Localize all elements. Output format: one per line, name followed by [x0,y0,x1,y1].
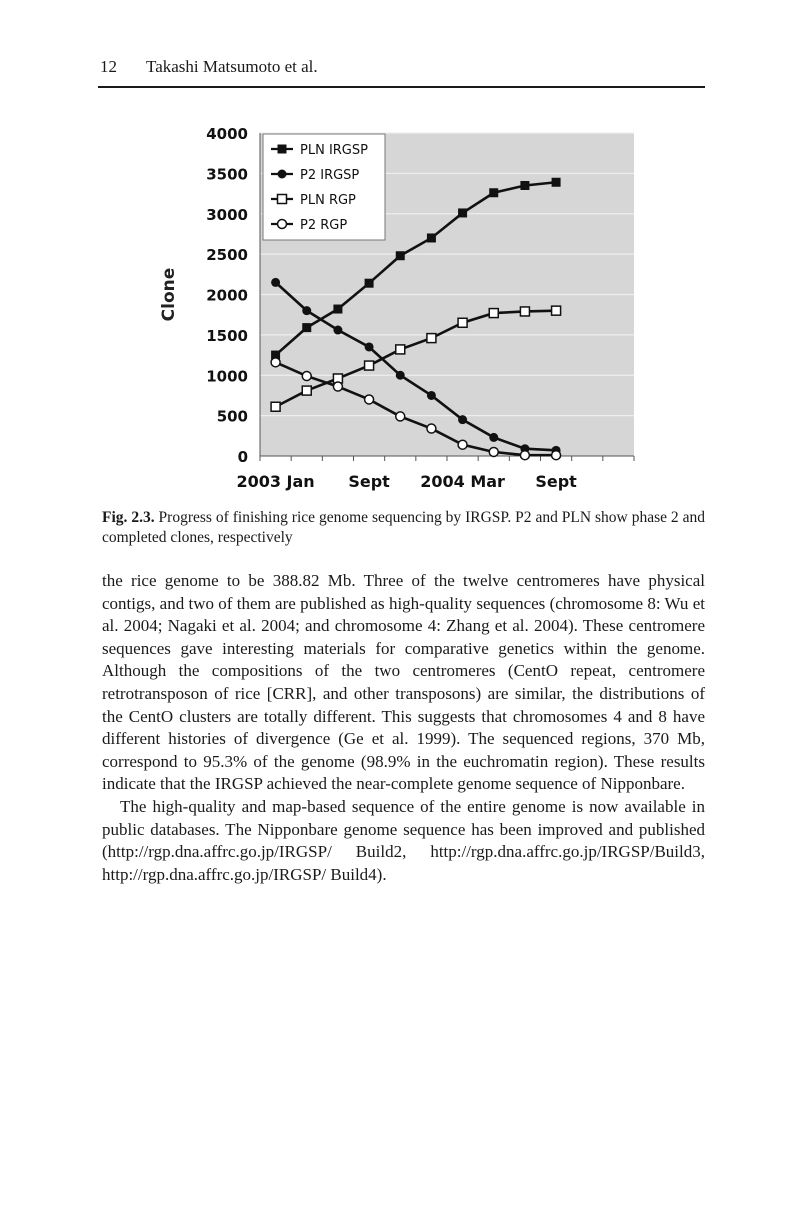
data-point [302,386,311,395]
data-point [489,309,498,318]
data-point [271,402,280,411]
data-point [520,307,529,316]
caption-label: Fig. 2.3. [102,509,155,526]
legend-label: PLN IRGSP [300,143,368,158]
data-point [552,451,561,460]
data-point [396,412,405,421]
data-point [458,415,467,424]
figure-caption [102,508,705,548]
running-head: Takashi Matsumoto et al. [146,57,318,76]
data-point [333,326,342,335]
data-point [278,195,287,204]
page-header [100,57,705,83]
data-point [489,447,498,456]
x-tick-label: Sept [535,472,577,491]
legend-label: P2 IRGSP [300,168,360,183]
x-tick-label: 2003 Jan [236,472,315,491]
data-point [520,181,529,190]
data-point [552,178,561,187]
caption-text: Progress of finishing rice genome sequencing by IRGSP. P2 and PLN show phase 2 and completed clones, respectively [102,509,706,546]
data-point [396,371,405,380]
data-point [396,345,405,354]
body-text [102,570,705,886]
legend-label: PLN RGP [300,193,356,208]
data-point [520,451,529,460]
data-point [278,220,287,229]
legend [263,134,385,240]
data-point [427,334,436,343]
x-tick-label: Sept [348,472,390,491]
data-point [489,433,498,442]
y-tick-label: 3000 [206,205,248,224]
y-tick-label: 1000 [206,367,248,386]
data-point [552,306,561,315]
y-tick-label: 500 [216,407,248,426]
data-point [302,372,311,381]
y-tick-label: 0 [237,448,248,466]
data-point [427,391,436,400]
paragraph: The high-quality and map-based sequence of the entire genome is now available in public databases. The Nipponbare genome sequence has been improved and published (http://rgp.dna.affrc.go.jp/IRGSP/ Build2, http://rgp.dna.affrc.go.jp/IRGSP/Build3, http://rgp.dna.affrc.go.jp/IRGSP/ Build4). [102,796,705,884]
y-axis-label: Clone [159,267,179,322]
header-rule [98,86,705,88]
data-point [365,279,374,288]
y-tick-label: 2500 [206,246,248,265]
data-point [302,306,311,315]
data-point [365,361,374,370]
data-point [458,208,467,217]
paragraph: the rice genome to be 388.82 Mb. Three of the twelve centromeres have physical contigs, and two of them are published as high-quality sequences (chromosome 8: Wu et al. 2004; Nagaki et al. 2004; and chromosome 4: Zhang et al. 2004). These centromere sequences gave interesting materials for comparative genetics within the genome. Although the compositions of the two centromeres (CentO repeat, centromere retrotransposon of rice [CRR], and other transposons) are similar, the distributions of the CentO clusters are totally different. This suggests that chromosomes 4 and 8 have different histories of divergence (Ge et al. 1999). The sequenced regions, 370 Mb, correspond to 95.3% of the genome (98.9% in the euchromatin region). These results indicate that the IRGSP achieved the near-complete genome sequence of Nipponbare. [102,571,705,794]
x-tick-label: 2004 Mar [420,472,505,491]
data-point [278,170,287,179]
data-point [365,395,374,404]
y-tick-label: 3500 [206,165,248,184]
legend-label: P2 RGP [300,218,348,233]
data-point [271,278,280,287]
y-tick-label: 2000 [206,286,248,305]
figure-chart [150,115,660,500]
y-tick-label: 4000 [206,125,248,143]
data-point [396,251,405,260]
page-number: 12 [100,57,117,76]
data-point [458,318,467,327]
data-point [333,305,342,314]
data-point [278,145,287,154]
data-point [458,440,467,449]
data-point [489,188,498,197]
y-tick-label: 1500 [206,326,248,345]
data-point [427,233,436,242]
data-point [302,323,311,332]
data-point [271,358,280,367]
data-point [333,382,342,391]
data-point [427,424,436,433]
data-point [365,342,374,351]
